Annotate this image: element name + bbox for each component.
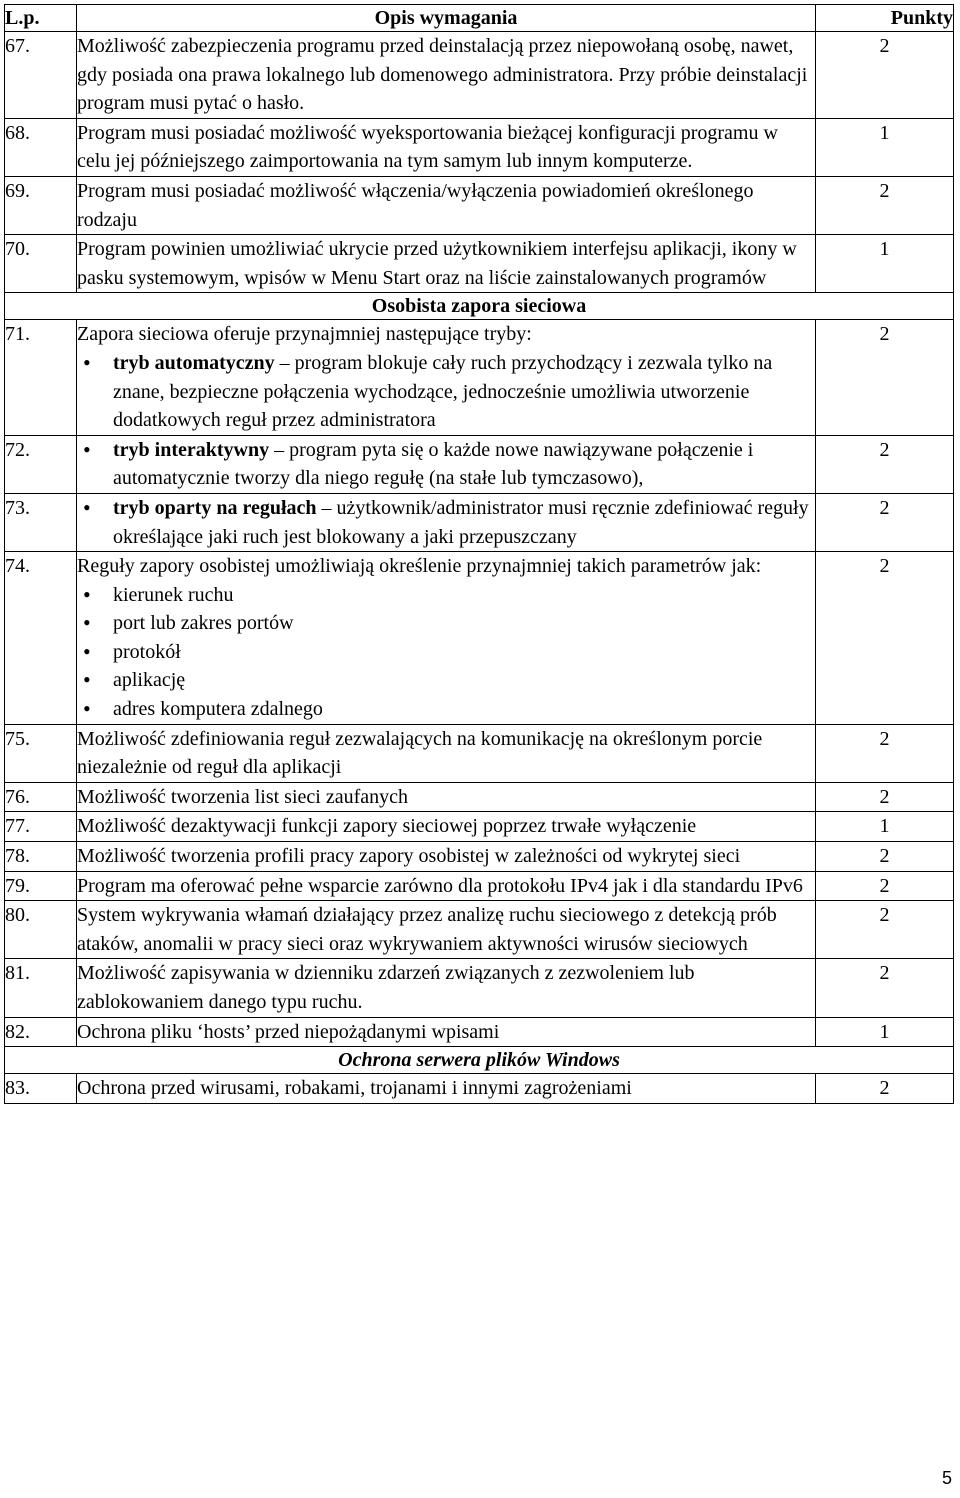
row-number: 75.	[5, 724, 77, 782]
requirement-description: Ochrona przed wirusami, robakami, trojanami i innymi zagrożeniami	[77, 1074, 816, 1104]
mode-name: tryb oparty na regułach	[113, 496, 317, 519]
points-value: 2	[816, 782, 954, 812]
points-value: 2	[816, 842, 954, 872]
row-number: 69.	[5, 176, 77, 234]
mode-name: tryb automatyczny	[113, 351, 275, 374]
requirement-description: Możliwość zdefiniowania reguł zezwalających na komunikację na określonym porcie niezależnie od reguł dla aplikacji	[77, 724, 816, 782]
points-value: 2	[816, 176, 954, 234]
parameter-list	[77, 581, 815, 724]
requirement-description: Program musi posiadać możliwość wyeksportowania bieżącej konfiguracji programu w celu jej późniejszego zaimportowania na tym samym lub innym komputerze.	[77, 118, 816, 176]
points-value: 2	[816, 493, 954, 551]
header-punkty: Punkty	[816, 5, 954, 32]
row-number: 77.	[5, 812, 77, 842]
requirement-description	[77, 493, 816, 551]
points-value: 2	[816, 871, 954, 901]
row-number: 67.	[5, 32, 77, 119]
points-value: 1	[816, 812, 954, 842]
requirement-description: System wykrywania włamań działający przez analizę ruchu sieciowego z detekcją prób ataków, anomalii w pracy sieci oraz wykrywaniem aktywności wirusów sieciowych	[77, 901, 816, 959]
points-value: 2	[816, 552, 954, 725]
bullet-item	[77, 494, 815, 551]
table-row	[5, 493, 954, 551]
bullet-item	[77, 349, 815, 435]
requirement-description: Program musi posiadać możliwość włączenia/wyłączenia powiadomień określonego rodzaju	[77, 176, 816, 234]
header-lp: L.p.	[5, 5, 77, 32]
table-row	[5, 1017, 954, 1047]
table-row	[5, 959, 954, 1017]
mode-description: – użytkownik/administrator musi ręcznie zdefiniować reguły określające jaki ruch jest blokowany a jaki przepuszczany	[113, 496, 809, 548]
points-value: 1	[816, 118, 954, 176]
points-value: 2	[816, 435, 954, 493]
row-number: 72.	[5, 435, 77, 493]
row-number: 81.	[5, 959, 77, 1017]
points-value: 2	[816, 1074, 954, 1104]
section-title: Ochrona serwera plików Windows	[5, 1047, 954, 1074]
points-value: 2	[816, 32, 954, 119]
table-body	[5, 32, 954, 1104]
row-number: 68.	[5, 118, 77, 176]
list-item: • kierunek ruchu	[113, 581, 815, 610]
table-row	[5, 435, 954, 493]
section-title: Osobista zapora sieciowa	[5, 293, 954, 320]
requirement-description: Możliwość dezaktywacji funkcji zapory sieciowej poprzez trwałe wyłączenie	[77, 812, 816, 842]
table-row	[5, 32, 954, 119]
points-value: 1	[816, 1017, 954, 1047]
mode-name: tryb interaktywny	[113, 438, 270, 461]
table-row	[5, 842, 954, 872]
row-number: 78.	[5, 842, 77, 872]
requirement-description: Możliwość tworzenia list sieci zaufanych	[77, 782, 816, 812]
table-row	[5, 1074, 954, 1104]
requirement-description: Możliwość zabezpieczenia programu przed deinstalacją przez niepowołaną osobę, nawet, gdy posiada ona prawa lokalnego lub domenowego administratora. Przy próbie deinstalacji program musi pytać o hasło.	[77, 32, 816, 119]
row-number: 76.	[5, 782, 77, 812]
requirements-table	[4, 4, 954, 1104]
table-row	[5, 812, 954, 842]
points-value: 2	[816, 320, 954, 435]
row-number: 79.	[5, 871, 77, 901]
mode-description: – program pyta się o każde nowe nawiązywane połączenie i automatycznie tworzy dla niego regułę (na stałe lub tymczasowo),	[113, 438, 754, 490]
page-number: 5	[941, 1468, 952, 1488]
points-value: 1	[816, 235, 954, 293]
requirement-description: Możliwość zapisywania w dzienniku zdarzeń związanych z zezwoleniem lub zablokowaniem danego typu ruchu.	[77, 959, 816, 1017]
requirement-description: Ochrona pliku ‘hosts’ przed niepożądanymi wpisami	[77, 1017, 816, 1047]
requirement-description	[77, 320, 816, 435]
table-header-row	[5, 5, 954, 32]
section-header-row	[5, 293, 954, 320]
list-item: • protokół	[113, 638, 815, 667]
row-number: 73.	[5, 493, 77, 551]
table-row	[5, 320, 954, 435]
requirement-intro: Zapora sieciowa oferuje przynajmniej następujące tryby:	[77, 323, 532, 346]
section-header-row	[5, 1047, 954, 1074]
requirement-description	[77, 552, 816, 725]
table-row	[5, 871, 954, 901]
table-row	[5, 235, 954, 293]
table-row	[5, 552, 954, 725]
row-number: 70.	[5, 235, 77, 293]
requirement-description: Program ma oferować pełne wsparcie zarówno dla protokołu IPv4 jak i dla standardu IPv6	[77, 871, 816, 901]
table-row	[5, 782, 954, 812]
row-number: 71.	[5, 320, 77, 435]
table-row	[5, 901, 954, 959]
requirement-description	[77, 435, 816, 493]
bullet-item	[77, 436, 815, 493]
row-number: 82.	[5, 1017, 77, 1047]
list-item: • aplikację	[113, 666, 815, 695]
table-row	[5, 724, 954, 782]
row-number: 83.	[5, 1074, 77, 1104]
list-item: • adres komputera zdalnego	[113, 695, 815, 724]
requirement-description: Program powinien umożliwiać ukrycie przed użytkownikiem interfejsu aplikacji, ikony w pasku systemowym, wpisów w Menu Start oraz na liście zainstalowanych programów	[77, 235, 816, 293]
points-value: 2	[816, 959, 954, 1017]
mode-description: – program blokuje cały ruch przychodzący i zezwala tylko na znane, bezpieczne połączenia wychodzące, jednocześnie umożliwia utworzenie dodatkowych reguł przez administratora	[113, 351, 773, 432]
row-number: 80.	[5, 901, 77, 959]
table-row	[5, 118, 954, 176]
header-opis: Opis wymagania	[77, 5, 816, 32]
list-item: • port lub zakres portów	[113, 609, 815, 638]
points-value: 2	[816, 901, 954, 959]
requirement-intro: Reguły zapory osobistej umożliwiają określenie przynajmniej takich parametrów jak:	[77, 555, 762, 578]
table-row	[5, 176, 954, 234]
points-value: 2	[816, 724, 954, 782]
requirement-description: Możliwość tworzenia profili pracy zapory osobistej w zależności od wykrytej sieci	[77, 842, 816, 872]
row-number: 74.	[5, 552, 77, 725]
